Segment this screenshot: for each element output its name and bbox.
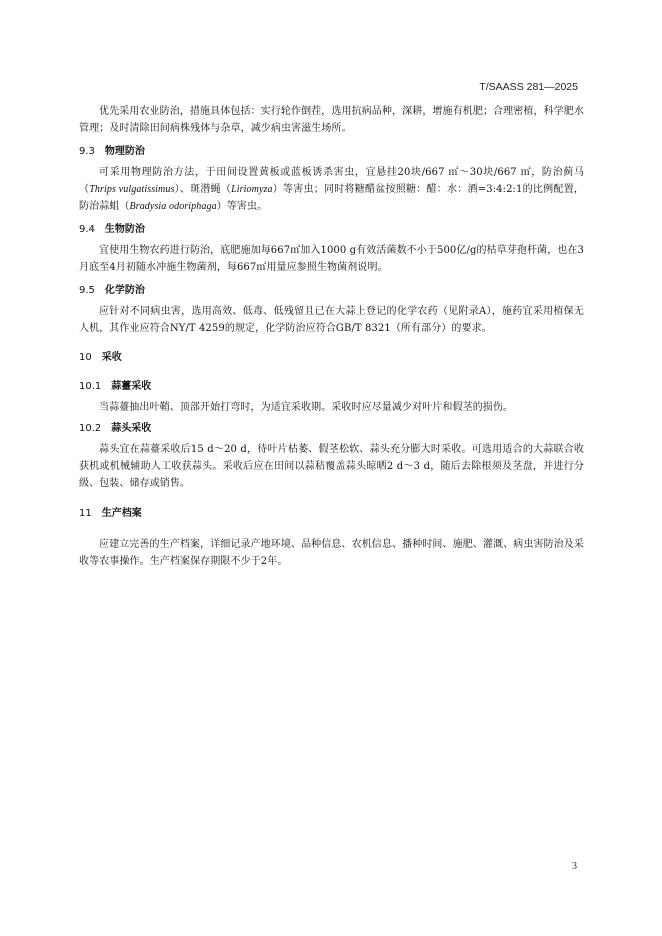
paragraph-scape-harvest: 当蒜薹抽出叶鞘、顶部开始打弯时，为适宜采收期。采收时应尽量减少对叶片和假茎的损伤。: [99, 402, 514, 413]
section-title: 物理防治: [104, 146, 145, 157]
section-10-heading: [79, 349, 584, 366]
section-title: 采收: [101, 352, 122, 363]
section-number: 10.1: [79, 381, 102, 392]
section-title: 化学防治: [104, 285, 145, 296]
section-10-1-heading: [79, 378, 584, 395]
section-number: 10: [79, 352, 92, 363]
paragraph-bulb-harvest: 蒜头宜在蒜薹采收后15 d～20 d，待叶片枯萎、假茎松软、蒜头充分膨大时采收。可选用适合的大蒜联合收获机或机械辅助人工收获蒜头。采收后应在田间以蒜秸覆盖蒜头晾晒2 d～3 d，随后去除根须及茎盘，并进行分级、包装、储存或销售。: [79, 444, 584, 489]
paragraph-chemical-control: 应针对不同病虫害，选用高效、低毒、低残留且已在大蒜上登记的化学农药（见附录A），施药宜采用植保无人机，其作业应符合NY/T 4259的规定，化学防治应符合GB/T 8321（所有部分）的要求。: [79, 306, 584, 334]
section-number: 10.2: [79, 423, 102, 434]
section-9-5-heading: [79, 282, 584, 299]
header-doc-id: T/SAASS 281—2025: [479, 81, 578, 93]
text-run: 可采用物理防治方法，于田间设置黄板或蓝板诱杀害虫，宜悬挂20块/667 ㎡～30块/667 ㎡，防治蓟马（: [79, 167, 584, 195]
document-body: [79, 103, 584, 570]
paragraph-biological-control: 宜使用生物农药进行防治，底肥施加每667㎡加入1000 g有效活菌数不小于500亿/g的枯草芽孢杆菌，也在3月底至4月初随水冲施生物菌剂，每667㎡用量应参照生物菌剂说明。: [79, 245, 584, 273]
section-number: 11: [79, 508, 92, 519]
section-number: 9.4: [79, 224, 95, 235]
section-title: 蒜薹采收: [111, 381, 152, 392]
section-title: 生物防治: [104, 224, 145, 235]
section-number: 9.5: [79, 285, 95, 296]
text-run: ）等害虫；同时将糖醋盆按照糖：醋：水：酒=3:4:2:1的比例配置，防治蒜蛆（: [79, 184, 584, 212]
scientific-name: Thrips vulgatissimus: [89, 184, 175, 195]
paragraph-agricultural-control: 优先采用农业防治，措施具体包括：实行轮作倒茬，选用抗病品种，深耕，增施有机肥；合理密植，科学肥水管理；及时清除田间病株残体与杂草，减少病虫害滋生场所。: [79, 106, 584, 134]
paragraph-production-records: 应建立完善的生产档案，详细记录产地环境、品种信息、农机信息、播种时间、施肥、灌溉、病虫害防治及采收等农事操作。生产档案保存期限不少于2年。: [79, 539, 584, 567]
page-number: 3: [572, 861, 577, 872]
paragraph-physical-control: [79, 164, 584, 215]
scientific-name: Liriomyza: [231, 184, 273, 195]
section-number: 9.3: [79, 146, 95, 157]
section-9-3-heading: [79, 143, 584, 160]
text-run: ）等害虫。: [216, 201, 268, 212]
section-11-heading: [79, 505, 584, 522]
section-9-4-heading: [79, 221, 584, 238]
scientific-name: Bradysia odoriphaga: [129, 201, 217, 212]
section-10-2-heading: [79, 420, 584, 437]
section-title: 蒜头采收: [111, 423, 152, 434]
section-title: 生产档案: [101, 508, 142, 519]
text-run: ）、斑潜蝇（: [174, 184, 232, 195]
